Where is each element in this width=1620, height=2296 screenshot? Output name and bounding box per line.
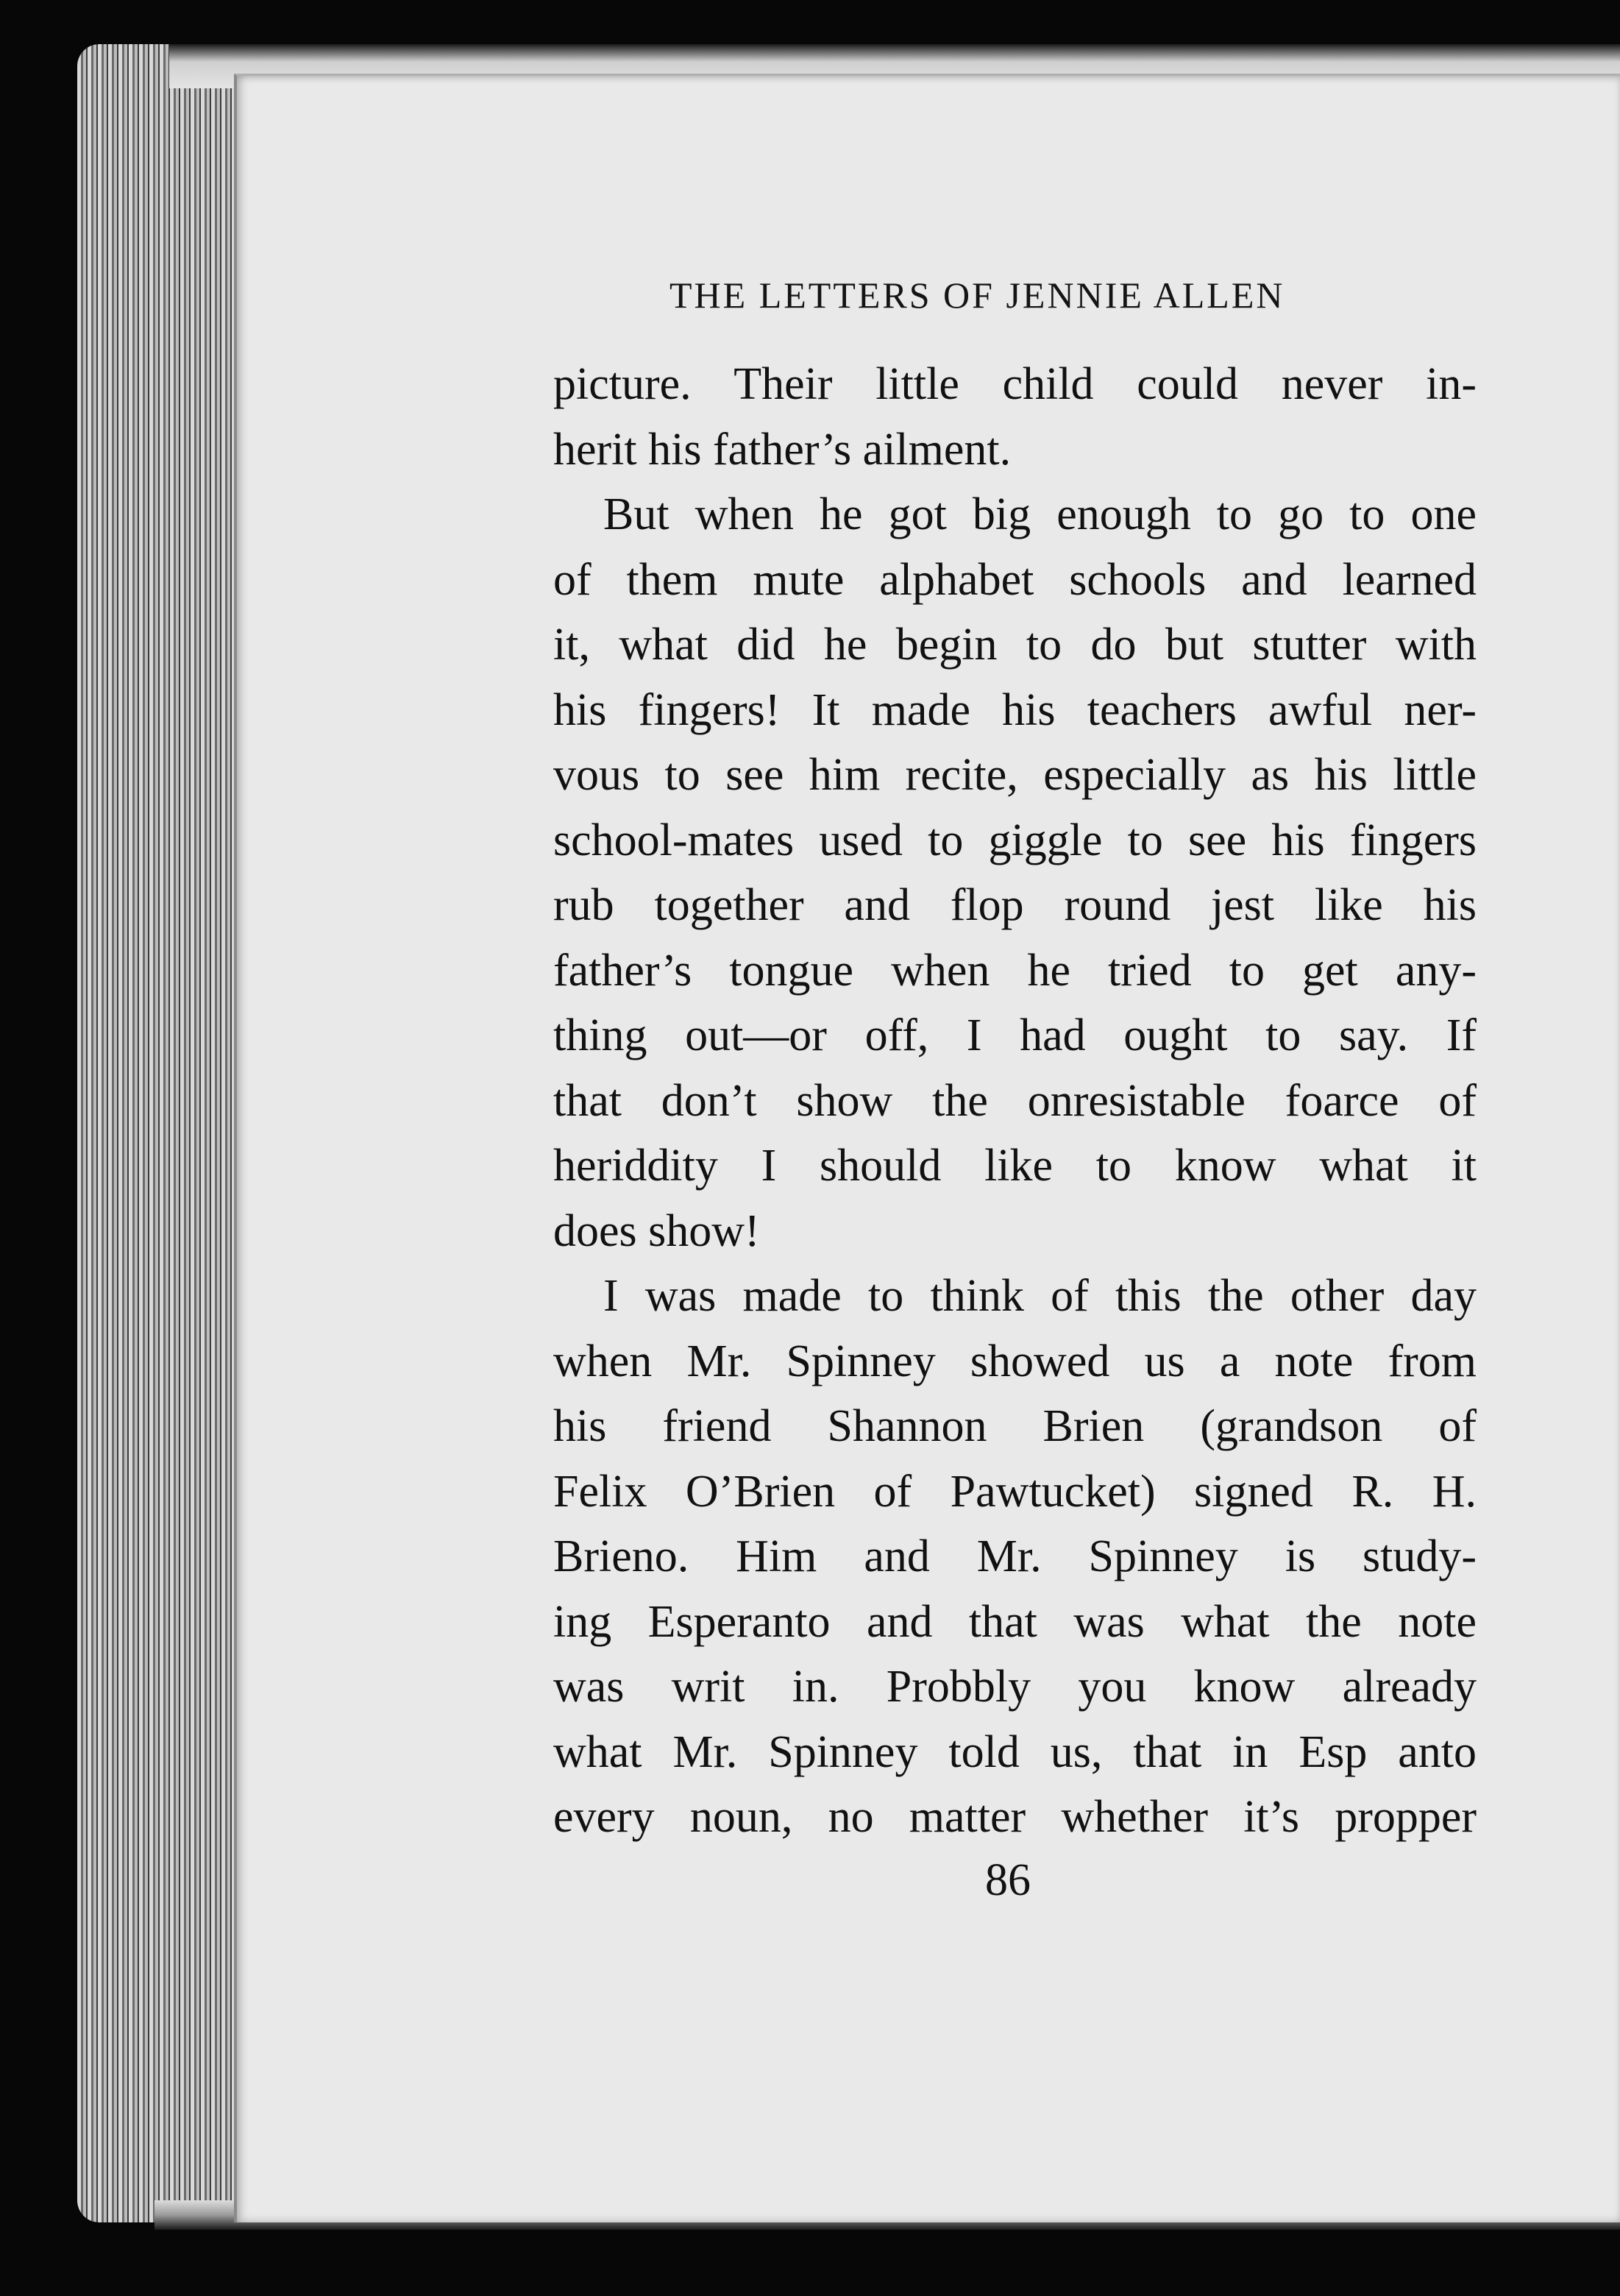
running-head: THE LETTERS OF JENNIE ALLEN xyxy=(669,274,1285,316)
text-line: every noun, no matter whether it’s propper xyxy=(553,1792,1477,1842)
text-line: ing Esperanto and that was what the note xyxy=(553,1596,1477,1647)
text-line: I was made to think of this the other day xyxy=(603,1271,1477,1321)
text-line: what Mr. Spinney told us, that in Esp anto xyxy=(553,1726,1477,1777)
text-line: school-mates used to giggle to see his fingers xyxy=(553,815,1477,865)
text-line: father’s tongue when he tried to get any- xyxy=(553,945,1477,996)
text-line: picture. Their little child could never in- xyxy=(553,359,1477,409)
text-line: Brieno. Him and Mr. Spinney is study- xyxy=(553,1531,1477,1581)
text-line: vous to see him recite, especially as his little xyxy=(553,750,1477,800)
text-line: his friend Shannon Brien (grandson of xyxy=(553,1401,1477,1451)
text-line: thing out—or off, I had ought to say. If xyxy=(553,1010,1477,1060)
text-line: when Mr. Spinney showed us a note from xyxy=(553,1336,1477,1386)
text-line: that don’t show the onresistable foarce of xyxy=(553,1075,1477,1126)
text-line: of them mute alphabet schools and learned xyxy=(553,554,1477,605)
text-line: was writ in. Probbly you know already xyxy=(553,1662,1477,1712)
body-text xyxy=(553,352,1477,1850)
page-number: 86 xyxy=(985,1855,1031,1905)
text-line: his fingers! It made his teachers awful ner- xyxy=(553,684,1477,735)
text-line: herit his father’s ailment. xyxy=(553,424,1012,475)
text-line: does show! xyxy=(553,1205,760,1256)
text-line: Felix O’Brien of Pawtucket) signed R. H. xyxy=(553,1466,1477,1517)
text-line: But when he got big enough to go to one xyxy=(603,489,1477,539)
book-fore-edge xyxy=(77,44,254,2222)
text-line: it, what did he begin to do but stutter with xyxy=(553,620,1477,670)
text-line: heriddity I should like to know what it xyxy=(553,1141,1477,1191)
text-line: rub together and flop round jest like his xyxy=(553,880,1477,930)
